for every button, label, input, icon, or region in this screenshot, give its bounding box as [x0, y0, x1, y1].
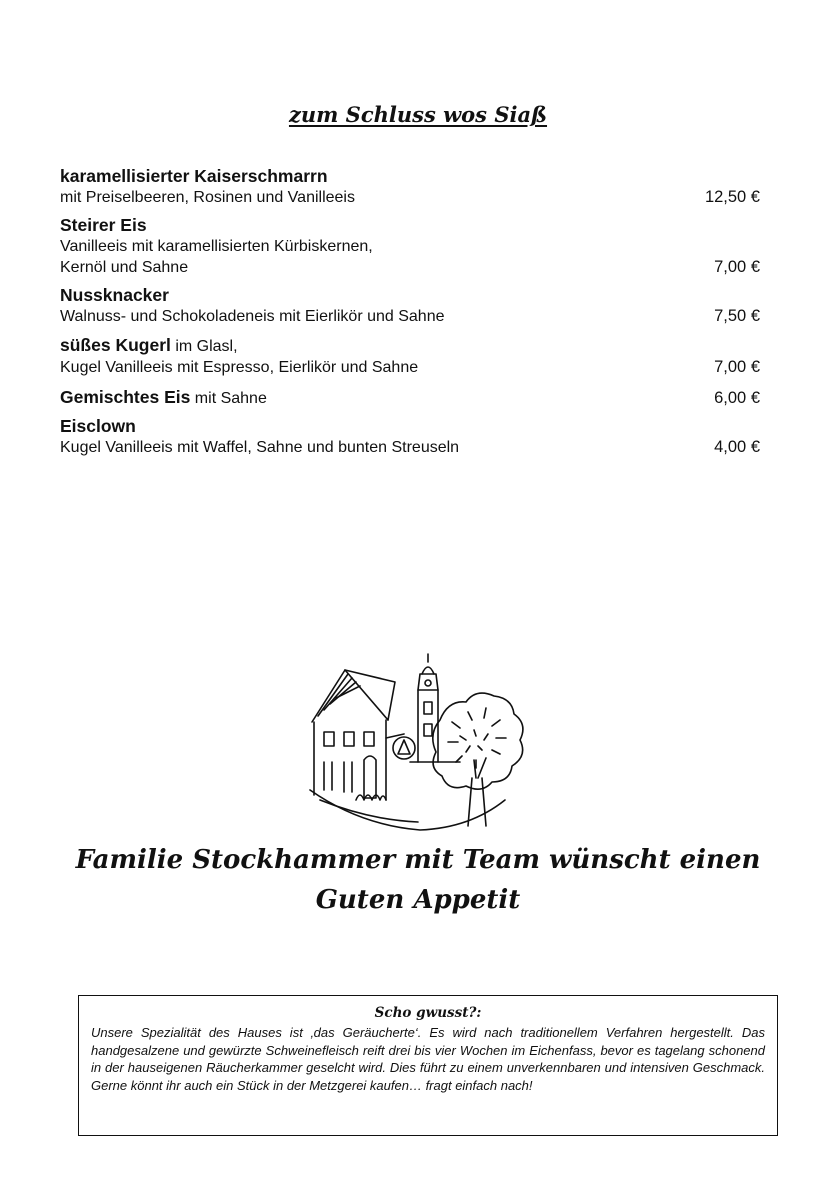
item-name: Nussknacker	[60, 285, 169, 305]
menu-item	[60, 387, 760, 409]
info-box-text: Unsere Spezialität des Hauses ist ‚das Geräucherte‘. Es wird nach traditionellem Verfahren hergestellt. Das handgesalzene und gewürzte Schweinefleisch reift drei bis vier Wochen im Eichenfass, bevor es tagelang schonend in der hauseigenen Räucherkammer geselcht wird. Dies führt zu einem unverkennbaren und intensiven Geschmack. Gerne könnt ihr auch ein Stück in der Metzgerei kaufen… fragt einfach nach!	[91, 1025, 765, 1093]
menu-item	[60, 416, 760, 458]
menu-item	[60, 166, 760, 208]
item-name: Steirer Eis	[60, 215, 147, 235]
item-name: Gemischtes Eis	[60, 387, 191, 407]
menu-item	[60, 215, 760, 278]
menu-item	[60, 285, 760, 327]
item-price: 7,00 €	[714, 358, 760, 376]
item-price: 4,00 €	[714, 438, 760, 456]
item-description: Kugel Vanilleeis mit Waffel, Sahne und bunten Streuseln	[60, 439, 460, 456]
item-description: mit Preiselbeeren, Rosinen und Vanilleeis	[60, 189, 355, 206]
item-name: süßes Kugerl	[60, 335, 171, 355]
item-price: 12,50 €	[704, 188, 760, 206]
greeting-line-1: Familie Stockhammer mit Team wünscht einen	[75, 845, 761, 875]
item-description: Walnuss- und Schokoladeneis mit Eierlikör und Sahne	[60, 308, 445, 325]
dessert-menu-list	[60, 166, 760, 458]
item-price: 7,50 €	[714, 307, 760, 325]
item-name-suffix: im Glasl,	[170, 338, 238, 355]
item-description: Kernöl und Sahne	[60, 259, 189, 276]
info-box	[78, 995, 778, 1136]
item-price: 7,00 €	[714, 258, 760, 276]
item-name-suffix: mit Sahne	[190, 390, 267, 407]
menu-item	[60, 335, 760, 378]
info-box-title: Scho gwusst?:	[374, 1005, 482, 1021]
item-description: Kugel Vanilleeis mit Espresso, Eierlikör und Sahne	[60, 359, 419, 376]
item-price: 6,00 €	[714, 389, 760, 407]
item-name: Eisclown	[60, 416, 136, 436]
item-name: karamellisierter Kaiserschmarrn	[60, 166, 328, 186]
village-church-tree-illustration	[300, 650, 536, 834]
item-description: Vanilleeis mit karamellisierten Kürbiskernen,	[60, 238, 373, 255]
greeting-line-2: Guten Appetit	[315, 885, 521, 915]
greeting-message	[0, 840, 836, 920]
menu-section-title: zum Schluss wos Siaß	[288, 102, 548, 127]
